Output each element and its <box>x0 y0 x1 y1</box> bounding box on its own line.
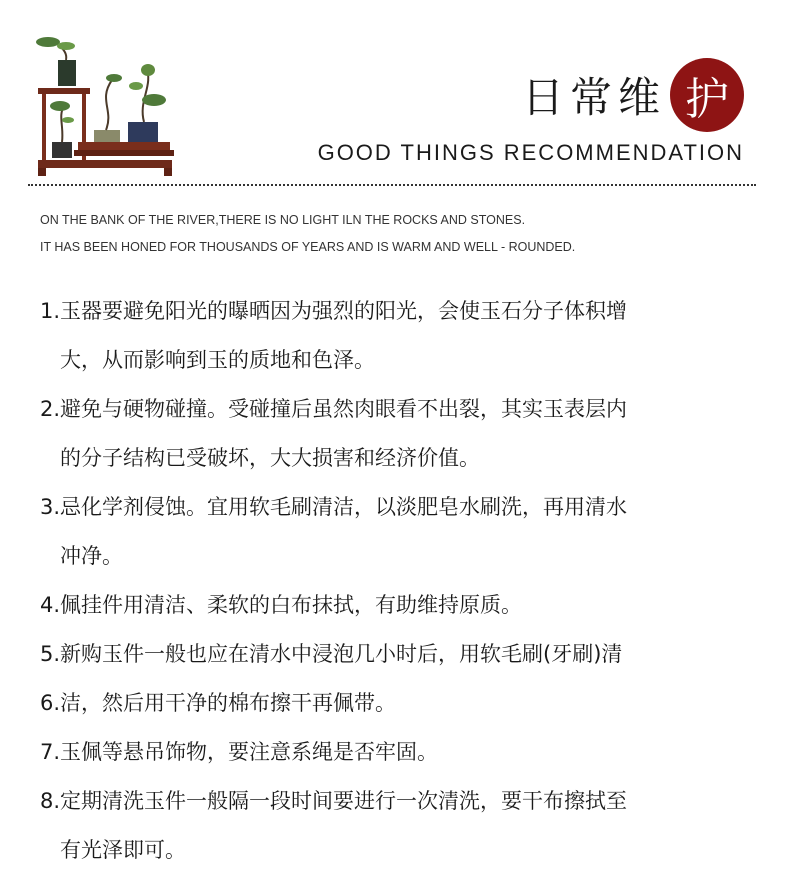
list-item <box>40 728 760 777</box>
care-rules-list <box>40 287 760 875</box>
rule-number: 4. <box>40 593 61 617</box>
list-item <box>40 630 760 679</box>
rule-number: 5. <box>40 642 61 666</box>
rule-line: 玉器要避免阳光的曝晒因为强烈的阳光，会使玉石分子体积增 <box>60 299 628 323</box>
rule-line: 冲净。 <box>60 544 124 568</box>
rule-line: 忌化学剂侵蚀。宜用软毛刷清洁，以淡肥皂水刷洗，再用清水 <box>60 495 628 519</box>
rule-number: 7. <box>40 740 61 764</box>
subtitle: GOOD THINGS RECOMMENDATION <box>317 140 744 165</box>
rule-line: 有光泽即可。 <box>60 838 187 862</box>
rule-line: 大，从而影响到玉的质地和色泽。 <box>60 348 376 372</box>
page-title <box>522 58 744 132</box>
rule-line: 新购玉件一般也应在清水中浸泡几小时后，用软毛刷(牙刷)清 <box>60 642 623 666</box>
list-item <box>40 581 760 630</box>
rule-number: 1. <box>40 299 61 323</box>
rule-line: 洁，然后用干净的棉布擦干再佩带。 <box>60 691 397 715</box>
rule-number: 2. <box>40 397 61 421</box>
rule-line: 避免与硬物碰撞。受碰撞后虽然肉眼看不出裂，其实玉表层内 <box>60 397 628 421</box>
rule-line: 玉佩等悬吊饰物，要注意系绳是否牢固。 <box>60 740 439 764</box>
rule-line: 佩挂件用清洁、柔软的白布抹拭，有助维持原质。 <box>60 593 523 617</box>
bonsai-stand-illustration <box>28 30 178 178</box>
rule-number: 3. <box>40 495 61 519</box>
rule-number: 6. <box>40 691 61 715</box>
list-item <box>40 287 760 385</box>
list-item <box>40 679 760 728</box>
title-badge: 护 <box>670 58 744 132</box>
intro-text <box>40 207 575 261</box>
intro-line-1: ON THE BANK OF THE RIVER,THERE IS NO LIGHT ILN THE ROCKS AND STONES. <box>40 213 526 227</box>
rule-line: 定期清洗玉件一般隔一段时间要进行一次清洗，要干布擦拭至 <box>60 789 628 813</box>
rule-number: 8. <box>40 789 61 813</box>
dotted-divider <box>28 184 756 186</box>
list-item <box>40 777 760 875</box>
title-text: 日常维 <box>521 73 666 122</box>
list-item <box>40 483 760 581</box>
rule-line: 的分子结构已受破坏，大大损害和经济价值。 <box>60 446 481 470</box>
list-item <box>40 385 760 483</box>
intro-line-2: IT HAS BEEN HONED FOR THOUSANDS OF YEARS AND IS WARM AND WELL - ROUNDED. <box>40 240 576 254</box>
